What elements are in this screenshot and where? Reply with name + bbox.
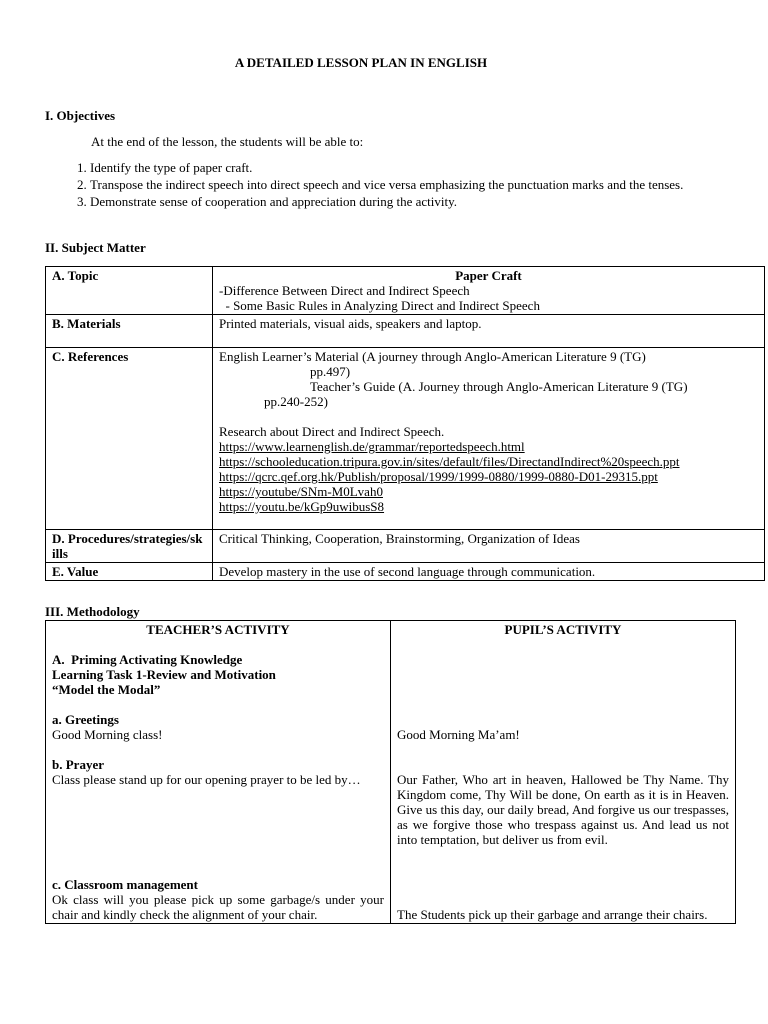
objectives-intro: At the end of the lesson, the students will be able to: (91, 134, 364, 149)
reference-line: English Learner’s Material (A journey through Anglo-American Literature 9 (TG) (219, 349, 646, 364)
methodology-table (45, 620, 736, 924)
teacher-activity-header: TEACHER’S ACTIVITY (146, 622, 290, 637)
objective-item: 3. Demonstrate sense of cooperation and appreciation during the activity. (90, 193, 710, 210)
model-heading: “Model the Modal” (52, 682, 161, 697)
reference-link[interactable]: https://qcrc.qef.org.hk/Publish/proposal/1999/1999-0880/1999-0880-D01-29315.ppt (219, 469, 658, 484)
topic-label: A. Topic (46, 267, 213, 315)
methodology-heading: III. Methodology (45, 604, 140, 619)
prayer-pupil: Our Father, Who art in heaven, Hallowed be Thy Name. Thy Kingdom come, Thy Will be done, On earth as it is in Heaven. Give us this day, our daily bread, And forgive us our trespasses, as we forgive those who trespass against us. And lead us not into temptation, but deliver us from evil. (397, 772, 729, 847)
management-pupil: The Students pick up their garbage and arrange their chairs. (397, 907, 708, 922)
page-title: A DETAILED LESSON PLAN IN ENGLISH (234, 55, 488, 70)
references-cell (213, 348, 765, 530)
objectives-list (48, 159, 710, 210)
procedures-value: Critical Thinking, Cooperation, Brainstorming, Organization of Ideas (213, 530, 765, 563)
greetings-teacher: Good Morning class! (52, 727, 163, 742)
section-a-heading: A. Priming Activating Knowledge (52, 652, 243, 667)
prayer-teacher: Class please stand up for our opening prayer to be led by… (52, 772, 361, 787)
materials-value: Printed materials, visual aids, speakers and laptop. (213, 315, 765, 348)
procedures-label: D. Procedures/strategies/skills (46, 530, 213, 563)
topic-title: Paper Craft (455, 268, 522, 283)
value-value: Develop mastery in the use of second language through communication. (213, 563, 765, 581)
table-row (46, 621, 736, 924)
reference-line: pp.497) (310, 364, 351, 379)
table-row (46, 315, 765, 348)
reference-link[interactable]: https://www.learnenglish.de/grammar/reportedspeech.html (219, 439, 525, 454)
topic-cell (213, 267, 765, 315)
greetings-label: a. Greetings (52, 712, 119, 727)
teacher-activity-cell (46, 621, 391, 924)
reference-line: Teacher’s Guide (A. Journey through Anglo-American Literature 9 (TG) (310, 379, 688, 394)
materials-label: B. Materials (46, 315, 213, 348)
value-label: E. Value (46, 563, 213, 581)
pupil-activity-header: PUPIL’S ACTIVITY (504, 622, 622, 637)
topic-line: - Some Basic Rules in Analyzing Direct and Indirect Speech (219, 298, 540, 313)
greetings-pupil: Good Morning Ma’am! (397, 727, 520, 742)
prayer-label: b. Prayer (52, 757, 104, 772)
references-label: C. References (46, 348, 213, 530)
subject-matter-table (45, 266, 765, 581)
objective-item: 1. Identify the type of paper craft. (90, 159, 710, 176)
objectives-heading: I. Objectives (45, 108, 116, 123)
reference-link[interactable]: https://youtube/SNm-M0Lvah0 (219, 484, 383, 499)
reference-link[interactable]: https://youtu.be/kGp9uwibusS8 (219, 499, 385, 514)
learning-task-heading: Learning Task 1-Review and Motivation (52, 667, 276, 682)
reference-research: Research about Direct and Indirect Speech. (219, 424, 445, 439)
management-teacher: Ok class will you please pick up some garbage/s under your chair and kindly check the alignment of your chair. (52, 892, 384, 922)
table-row (46, 348, 765, 530)
table-row (46, 530, 765, 563)
pupil-activity-cell (391, 621, 736, 924)
objective-item: 2. Transpose the indirect speech into direct speech and vice versa emphasizing the punctuation marks and the tenses. (90, 176, 710, 193)
management-label: c. Classroom management (52, 877, 198, 892)
topic-line: -Difference Between Direct and Indirect Speech (219, 283, 470, 298)
reference-line: pp.240-252) (264, 394, 328, 409)
reference-link[interactable]: https://schooleducation.tripura.gov.in/sites/default/files/DirectandIndirect%20speech.ppt (219, 454, 680, 469)
table-row (46, 563, 765, 581)
subject-matter-heading: II. Subject Matter (45, 240, 146, 255)
table-row (46, 267, 765, 315)
